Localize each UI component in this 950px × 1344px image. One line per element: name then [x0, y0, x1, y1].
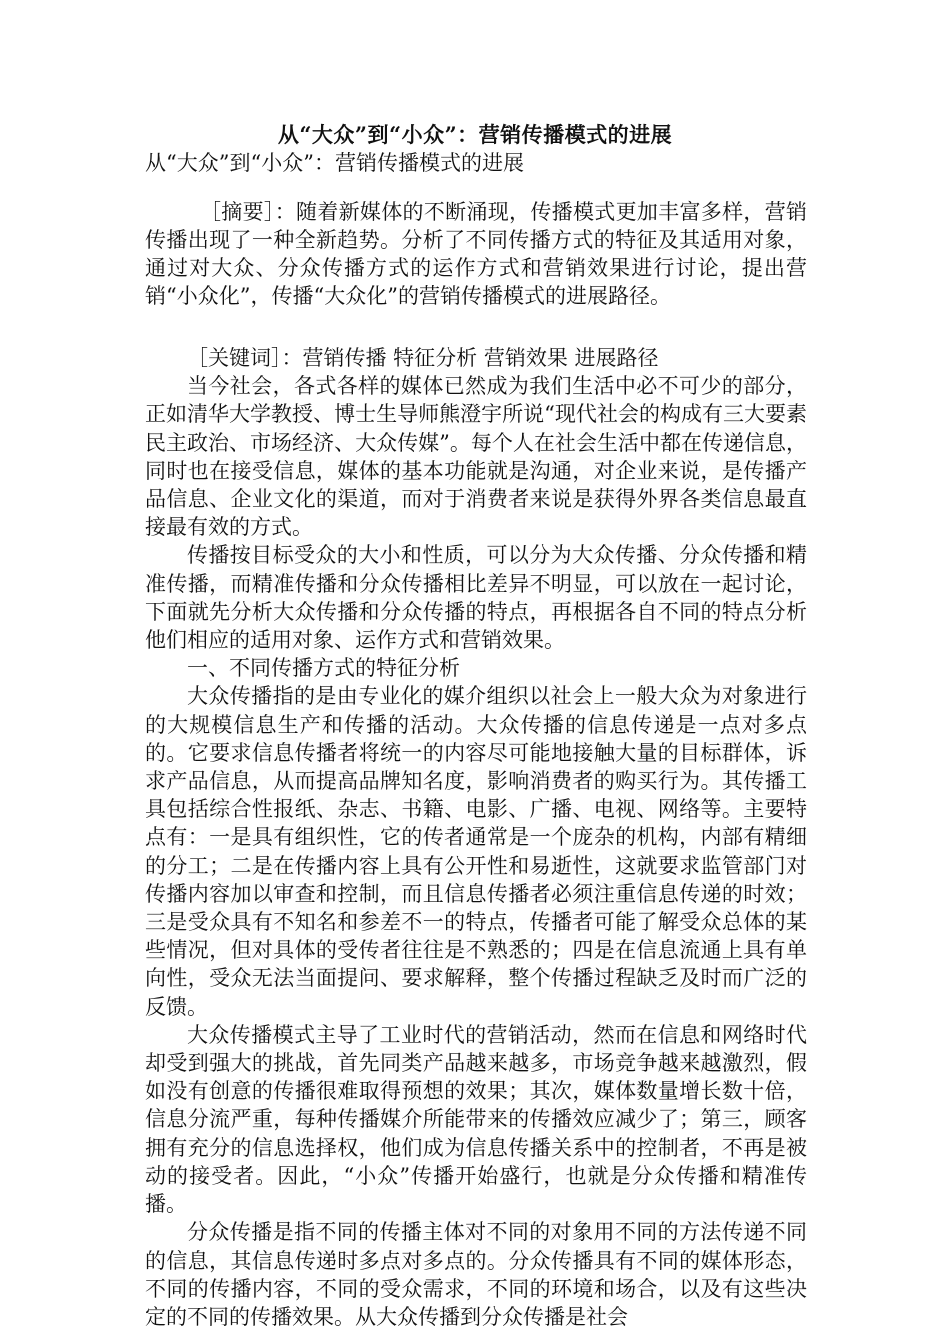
abstract-paragraph: ［摘要］：随着新媒体的不断涌现，传播模式更加丰富多样，营销传播出现了一种全新趋势。分析了不同传播方式的特征及其适用对象，通过对大众、分众传播方式的运作方式和营销效果进行讨论，提出营销“小众化”，传播“大众化”的营销传播模式的进展路径。: [145, 200, 807, 308]
document-subtitle: 从“大众”到“小众”：营销传播模式的进展: [145, 151, 524, 175]
section-heading: 一、不同传播方式的特征分析: [187, 656, 460, 681]
body-paragraph-2: 传播按目标受众的大小和性质，可以分为大众传播、分众传播和精准传播，而精准传播和分众传播相比差异不明显，可以放在一起讨论，下面就先分析大众传播和分众传播的特点，再根据各自不同的特点分析他们相应的适用对象、运作方式和营销效果。: [145, 543, 807, 653]
document-title: 从“大众”到“小众”：营销传播模式的进展: [277, 122, 673, 147]
keywords-line: ［关键词］：营销传播 特征分析 营销效果 进展路径: [187, 346, 659, 370]
body-paragraph-1: 当今社会，各式各样的媒体已然成为我们生活中必不可少的部分，正如清华大学教授、博士生导师熊澄宇所说“现代社会的构成有三大要素民主政治、市场经济、大众传媒”。每个人在社会生活中都在传递信息， 同时也在接受信息，媒体的基本功能就是沟通，对企业来说，是传播产品信息、企业文化的渠道，而对于消费者来说是获得外界各类信息最直接最有效的方式。: [145, 374, 807, 540]
body-text: [145, 344, 807, 1331]
body-paragraph-3: 大众传播指的是由专业化的媒介组织以社会上一般大众为对象进行的大规模信息生产和传播的活动。大众传播的信息传递是一点对多点的。它要求信息传播者将统一的内容尽可能地接触大量的目标群体，诉求产品信息，从而提高品牌知名度，影响消费者的购买行为。其传播工具包括综合性报纸、杂志、书籍、电影、广播、电视、网络等。主要特点有：一是具有组织性，它的传者通常是一个庞杂的机构，内部有精细的分工；二是在传播内容上具有公开性和易逝性，这就要求监管部门对传播内容加以审查和控制，而且信息传播者必须注重信息传递的时效；三是受众具有不知名和参差不一的特点，传播者可能了解受众总体的某些情况，但对具体的受传者往往是不熟悉的；四是在信息流通上具有单向性，受众无法当面提问、要求解释，整个传播过程缺乏及时而广泛的反馈。: [145, 684, 807, 1019]
body-paragraph-4: 大众传播模式主导了工业时代的营销活动，然而在信息和网络时代却受到强大的挑战，首先同类产品越来越多，市场竞争越来越激烈，假如没有创意的传播很难取得预想的效果；其次，媒体数量增长数十倍，信息分流严重，每种传播媒介所能带来的传播效应减少了；第三，顾客拥有充分的信息选择权，他们成为信息传播关系中的控制者，不再是被动的接受者。因此，“小众”传播开始盛行，也就是分众传播和精准传播。: [145, 1022, 807, 1217]
body-paragraph-5: 分众传播是指不同的传播主体对不同的对象用不同的方法传递不同的信息，其信息传递时多点对多点的。分众传播具有不同的媒体形态，不同的传播内容，不同的受众需求，不同的环境和场合，以及有这些决定的不同的传播效果。从大众传播到分众传播是社会: [145, 1220, 807, 1329]
